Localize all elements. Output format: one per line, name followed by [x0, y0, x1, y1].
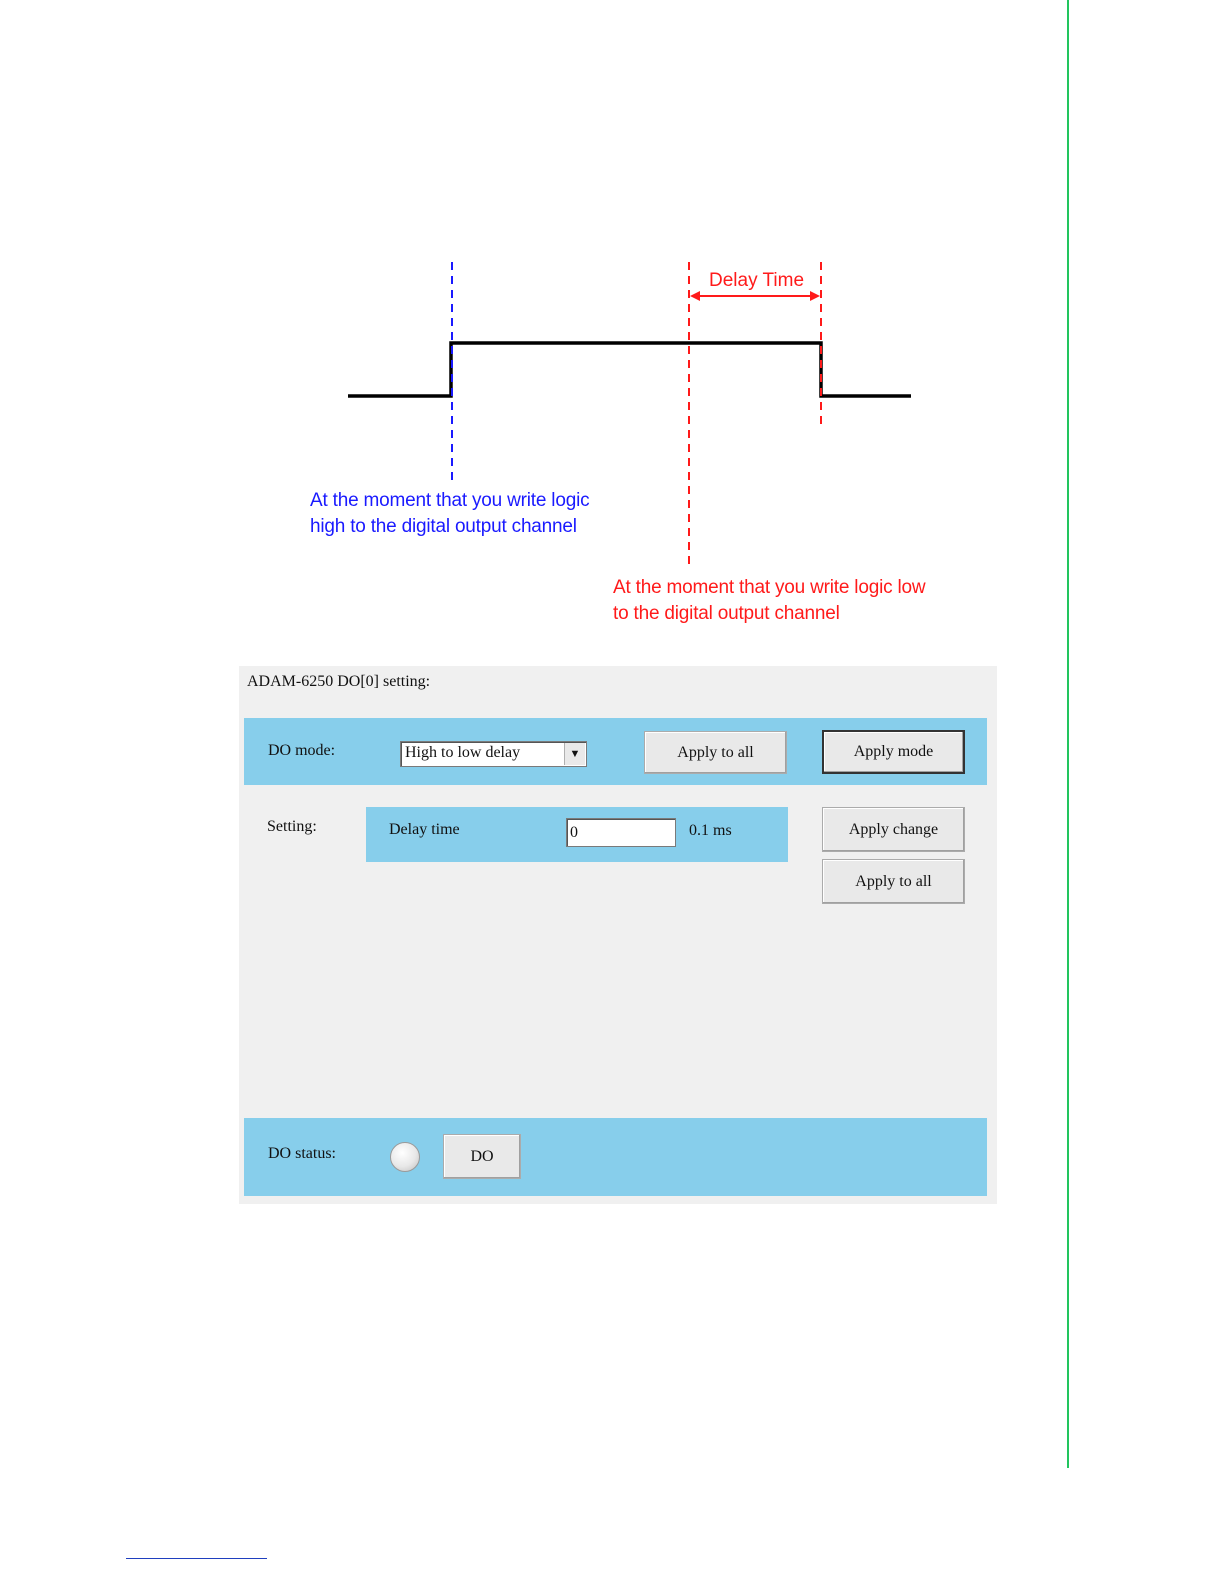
- do-mode-selected-value: High to low delay: [405, 744, 521, 761]
- delay-time-unit: 0.1 ms: [689, 822, 732, 839]
- delay-time-band: [366, 807, 788, 862]
- do-toggle-button[interactable]: DO: [443, 1134, 521, 1179]
- delay-time-input[interactable]: [566, 818, 676, 847]
- do-status-label: DO status:: [268, 1145, 336, 1162]
- apply-to-all-setting-button[interactable]: Apply to all: [822, 859, 965, 904]
- logic-high-annotation-line2: high to the digital output channel: [310, 516, 577, 537]
- do-status-band: [244, 1118, 987, 1196]
- delay-arrow-right-head: [810, 291, 820, 301]
- do-mode-label: DO mode:: [268, 742, 336, 759]
- do-status-indicator: [390, 1142, 420, 1172]
- signal-waveform: [348, 343, 911, 396]
- timing-diagram: [0, 0, 1224, 640]
- delay-time-field-label: Delay time: [389, 821, 460, 838]
- do-mode-select[interactable]: [400, 741, 587, 767]
- apply-to-all-mode-button[interactable]: Apply to all: [644, 731, 787, 774]
- timing-diagram-svg: [0, 0, 1224, 640]
- setting-label: Setting:: [267, 818, 317, 835]
- logic-low-annotation-line1: At the moment that you write logic low: [613, 577, 926, 598]
- do-mode-band: [244, 718, 987, 785]
- logic-low-annotation-line2: to the digital output channel: [613, 603, 840, 624]
- do-setting-panel: [239, 666, 997, 1204]
- apply-change-button[interactable]: Apply change: [822, 807, 965, 852]
- chevron-down-icon[interactable]: ▼: [564, 743, 585, 765]
- panel-title: ADAM-6250 DO[0] setting:: [247, 673, 431, 690]
- delay-time-label: Delay Time: [709, 270, 805, 291]
- logic-high-annotation-line1: At the moment that you write logic: [310, 490, 590, 511]
- delay-arrow-left-head: [690, 291, 700, 301]
- apply-mode-button[interactable]: Apply mode: [822, 730, 965, 774]
- footer-rule: [126, 1558, 267, 1559]
